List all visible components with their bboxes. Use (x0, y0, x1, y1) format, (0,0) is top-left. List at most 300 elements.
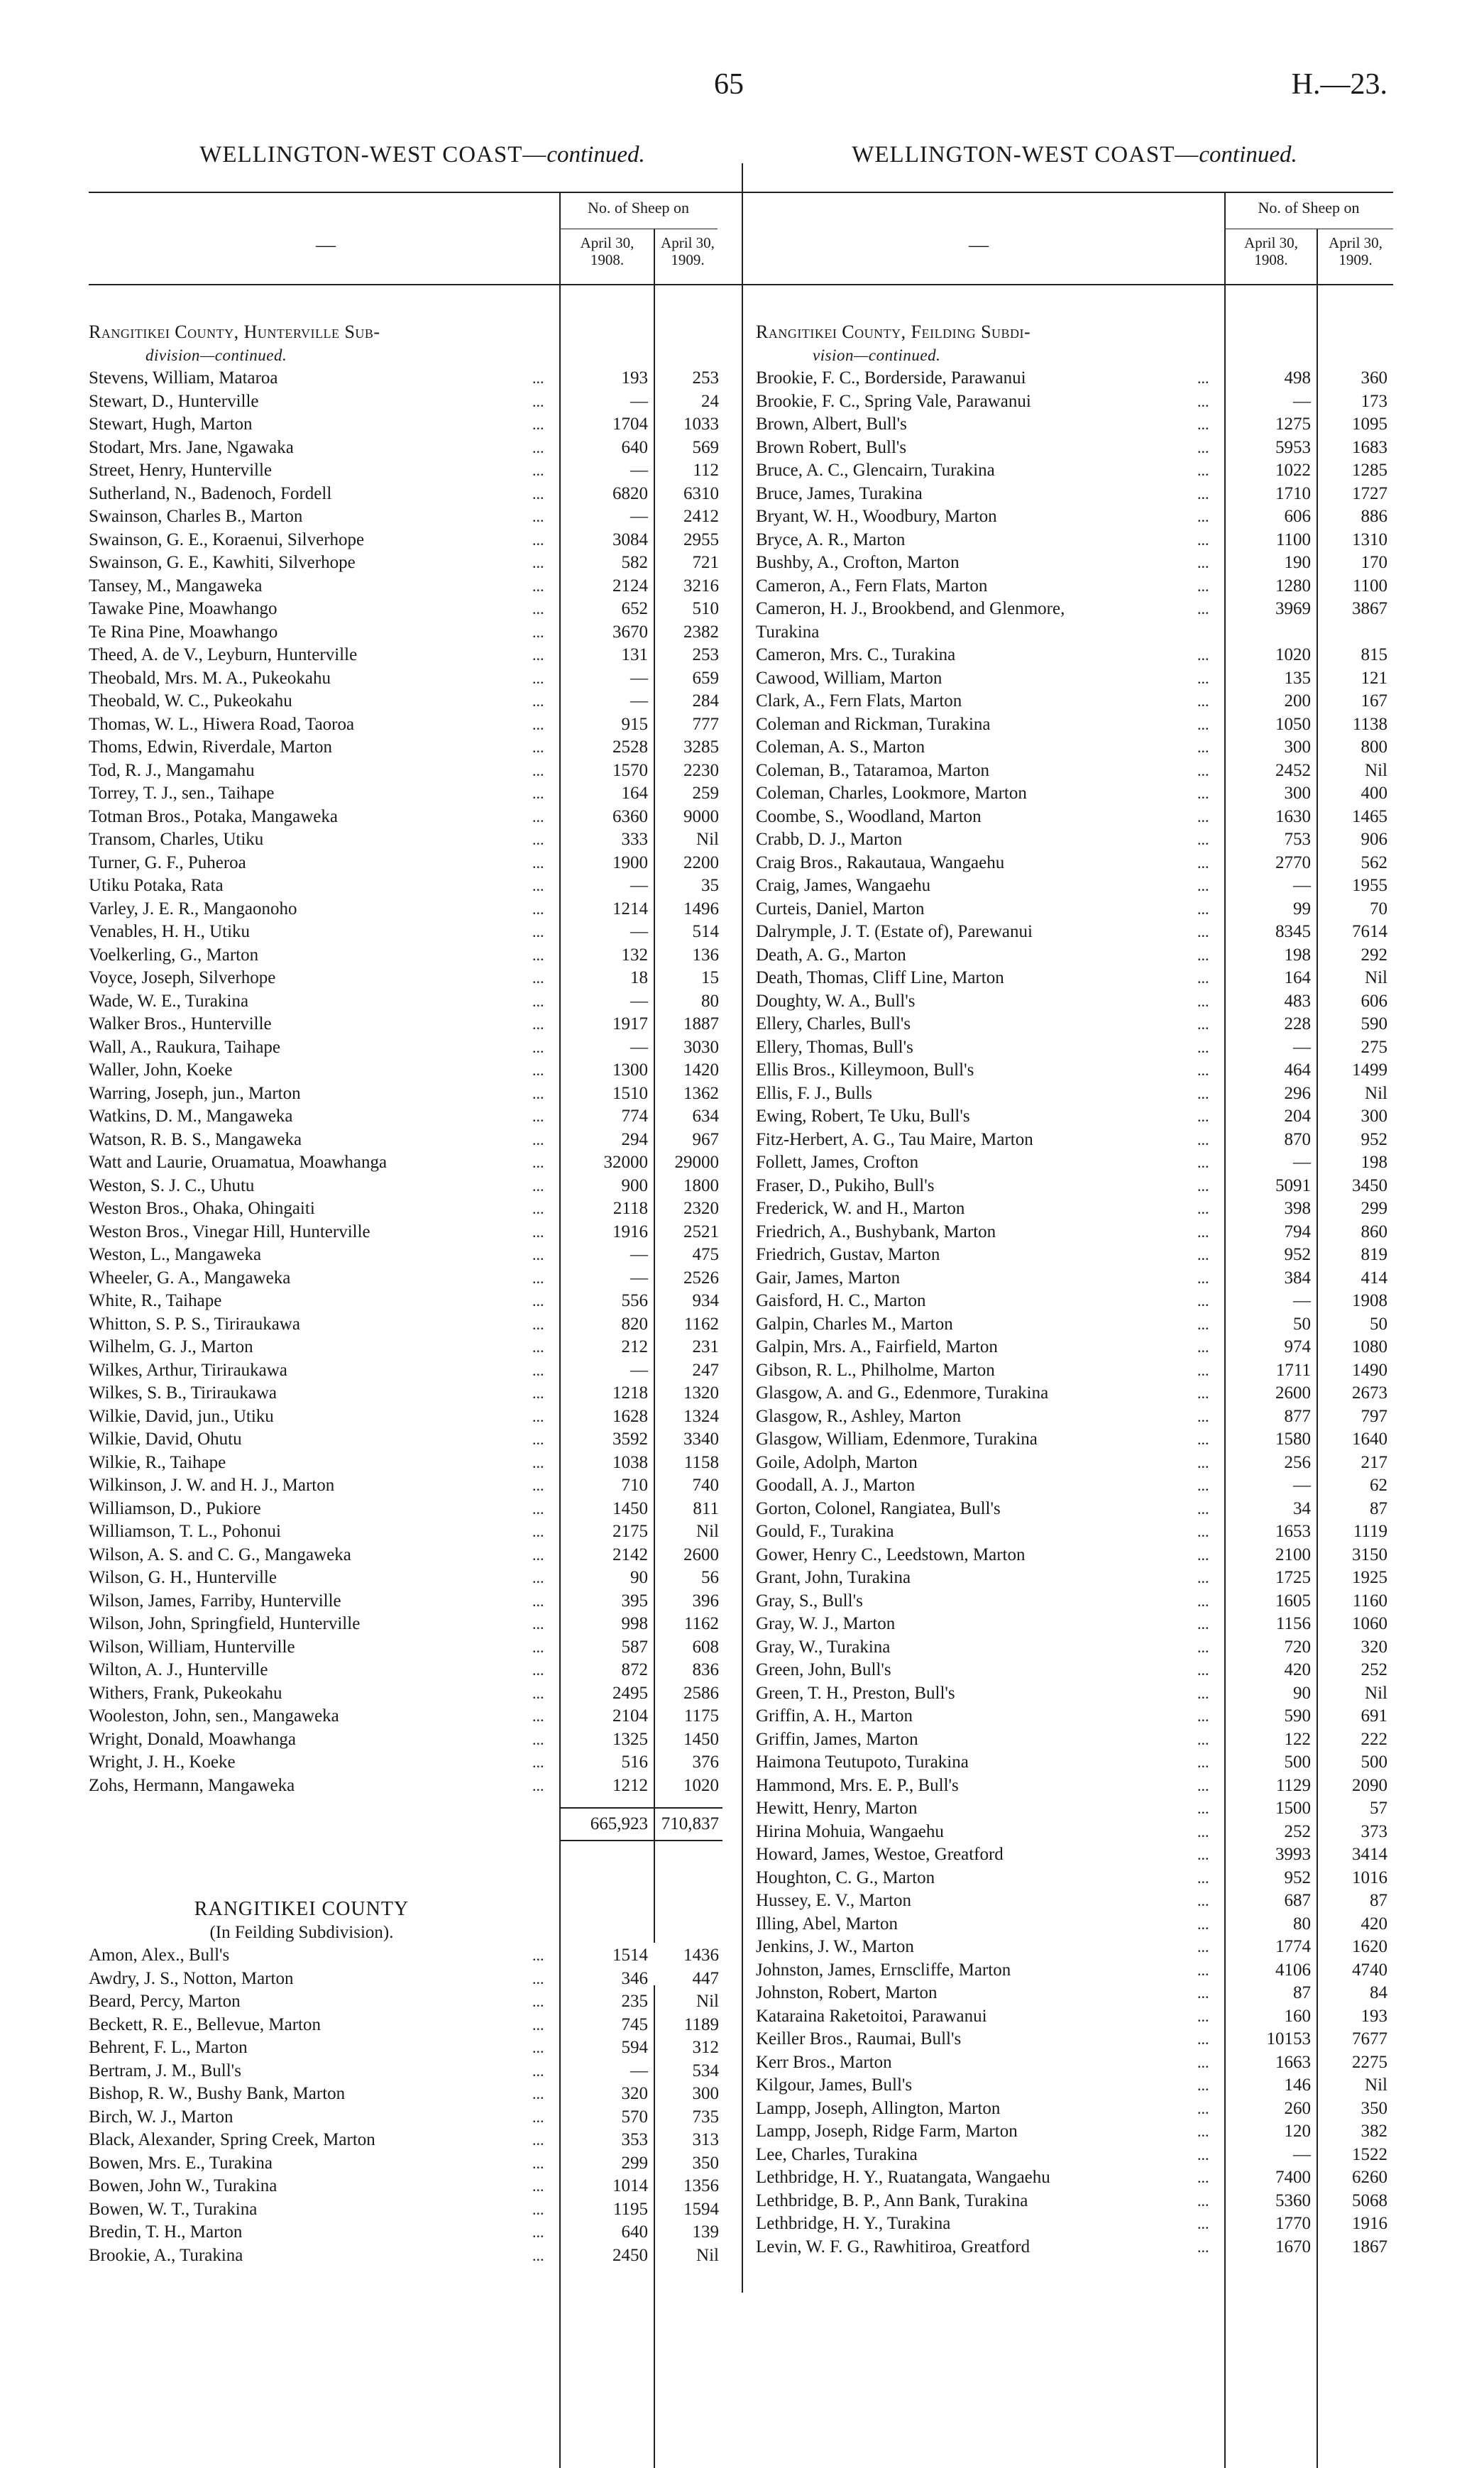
sheep-1909: 1162 (683, 1614, 719, 1633)
leader-dots: ... (1197, 2237, 1209, 2256)
sheep-1908: 90 (1293, 1683, 1311, 1703)
sheep-1908: 794 (1284, 1222, 1311, 1241)
sheep-1909: 3450 (1352, 1175, 1387, 1195)
sheep-1909: 1496 (683, 899, 719, 918)
leader-dots: ... (1197, 669, 1209, 687)
left-column-title: WELLINGTON-WEST COAST—continued. (199, 142, 645, 168)
owner-name: Williamson, T. L., Pohonui (89, 1522, 281, 1541)
leader-dots: ... (1197, 1892, 1209, 1909)
sheep-1909: 1499 (1352, 1060, 1387, 1080)
table-row (756, 1313, 1393, 1337)
sheep-1909: 112 (693, 461, 719, 480)
sheep-1908: 500 (1284, 1753, 1311, 1772)
owner-name: Kilgour, James, Bull's (756, 2075, 913, 2095)
table-row (756, 390, 1393, 414)
owner-name: Lee, Charles, Turakina (756, 2144, 918, 2164)
sheep-1908: 32000 (603, 1153, 648, 1172)
leader-dots: ... (1197, 784, 1209, 802)
sheep-1908: 1580 (1275, 1430, 1311, 1449)
sheep-1908: — (1293, 1153, 1311, 1172)
sheep-1908: 200 (1284, 691, 1311, 711)
leader-dots: ... (532, 1315, 544, 1333)
leader-dots: ... (532, 1992, 544, 2010)
leader-dots: ... (1197, 1914, 1209, 1933)
sheep-1908: 300 (1284, 784, 1311, 803)
sheep-1909: 7614 (1352, 922, 1387, 941)
leader-dots: ... (1197, 1176, 1209, 1195)
leader-dots: ... (532, 1476, 544, 1494)
leader-dots: ... (1197, 1799, 1209, 1817)
leader-dots: ... (532, 1130, 544, 1148)
table-row (756, 782, 1393, 806)
leader-dots: ... (532, 807, 544, 826)
sheep-1909: 173 (1361, 391, 1387, 411)
leader-dots: ... (1197, 1661, 1209, 1679)
sheep-1909: 2230 (683, 760, 719, 780)
leader-dots: ... (1197, 1407, 1209, 1425)
owner-name: Crabb, D. J., Marton (756, 830, 903, 849)
sheep-1909: 447 (692, 1968, 719, 1988)
leader-dots: ... (532, 484, 544, 503)
owner-name: Wall, A., Raukura, Taihape (89, 1037, 281, 1057)
leader-dots: ... (1197, 2053, 1209, 2071)
table-row (756, 1636, 1393, 1660)
sheep-1908: 320 (621, 2084, 648, 2103)
owner-name: Bruce, A. C., Glencairn, Turakina (756, 461, 995, 480)
sheep-1908: 1917 (612, 1014, 648, 1033)
sheep-1908: 146 (1284, 2075, 1311, 2095)
owner-name: Brookie, F. C., Borderside, Parawanui (756, 368, 1026, 388)
sheep-1908: 998 (621, 1614, 648, 1633)
sheep-1908: — (1293, 1476, 1311, 1495)
table-row (756, 1221, 1393, 1244)
sheep-1909: 1867 (1352, 2237, 1387, 2256)
table-row (89, 1659, 756, 1682)
sheep-1909: 253 (692, 645, 719, 664)
sheep-1909: 299 (1361, 1199, 1387, 1218)
owner-name: Bredin, T. H., Marton (89, 2222, 243, 2242)
leader-dots: ... (532, 1292, 544, 1310)
leader-dots: ... (1197, 1545, 1209, 1564)
sheep-1909: 906 (1361, 830, 1387, 849)
owner-name: Wade, W. E., Turakina (89, 991, 249, 1011)
leader-dots: ... (532, 1730, 544, 1748)
sheep-1909: 24 (701, 391, 719, 411)
sheep-1909: 2320 (683, 1199, 719, 1218)
leader-dots: ... (1197, 369, 1209, 387)
leader-dots: ... (532, 923, 544, 940)
sheep-1909: 1138 (1352, 714, 1387, 734)
owner-name: Swainson, Charles B., Marton (89, 507, 303, 526)
table-row (89, 644, 756, 667)
owner-name: Griffin, A. H., Marton (756, 1706, 913, 1726)
sheep-1909: 3216 (683, 576, 719, 596)
sheep-1909: 1060 (1352, 1614, 1387, 1633)
leader-dots: ... (1197, 2215, 1209, 2232)
sheep-1908: 952 (1284, 1868, 1311, 1887)
owner-name: Watt and Laurie, Oruamatua, Moawhanga (89, 1153, 388, 1172)
owner-name: Follett, James, Crofton (756, 1153, 919, 1172)
owner-name: Street, Henry, Hunterville (89, 461, 273, 480)
table-row (89, 1428, 756, 1452)
table-row (89, 2198, 756, 2222)
table-row (756, 1959, 1393, 1982)
owner-name: Johnston, James, Ernscliffe, Marton (756, 1960, 1011, 1980)
sheep-1908: 2600 (1275, 1383, 1311, 1403)
leader-dots: ... (532, 1015, 544, 1033)
table-row (89, 828, 756, 852)
sheep-1909: 819 (1361, 1245, 1387, 1264)
owner-name: Wilson, William, Hunterville (89, 1637, 295, 1657)
sheep-1908: 4106 (1275, 1960, 1311, 1980)
table-row (89, 1129, 756, 1152)
sheep-1909: 3867 (1352, 599, 1387, 618)
table-row (89, 1498, 756, 1521)
leader-dots: ... (532, 1176, 544, 1195)
owner-name: Wilson, James, Farriby, Hunterville (89, 1591, 341, 1611)
sheep-1908: 198 (1284, 945, 1311, 965)
table-row (89, 1082, 756, 1106)
leader-dots: ... (532, 761, 544, 779)
leader-dots: ... (532, 853, 544, 872)
sheep-1908: 1510 (612, 1083, 648, 1103)
sheep-1909: 1916 (1352, 2214, 1387, 2233)
leader-dots: ... (1197, 923, 1209, 940)
leader-dots: ... (1197, 1430, 1209, 1448)
leader-dots: ... (532, 2015, 544, 2034)
sheep-1909: 967 (692, 1129, 719, 1149)
sheep-1908: 652 (621, 599, 648, 618)
sheep-1909: 4740 (1352, 1960, 1387, 1980)
owner-name: Utiku Potaka, Rata (89, 876, 224, 895)
sheep-1908: 1916 (612, 1222, 648, 1241)
owner-name: Coleman, Charles, Lookmore, Marton (756, 784, 1027, 803)
owner-name: Bryant, W. H., Woodbury, Marton (756, 507, 997, 526)
owner-name: Johnston, Robert, Marton (756, 1983, 938, 2002)
sheep-count-header: No. of Sheep on (588, 199, 689, 216)
sheep-1908: 1214 (612, 899, 648, 918)
sheep-1908: 570 (621, 2107, 648, 2127)
leader-dots: ... (1197, 2122, 1209, 2140)
table-row (756, 2028, 1393, 2051)
owner-name: Whitton, S. P. S., Tiriraukawa (89, 1314, 300, 1334)
sheep-1909: Nil (696, 830, 719, 849)
leader-dots: ... (532, 1638, 544, 1656)
leader-dots: ... (532, 2200, 544, 2218)
sheep-1909: 6260 (1352, 2168, 1387, 2187)
leader-dots: ... (532, 1222, 544, 1241)
table-row (756, 1197, 1393, 1221)
owner-name: Williamson, D., Pukiore (89, 1498, 261, 1518)
sheep-1909: 2200 (683, 852, 719, 872)
sheep-1908: 160 (1284, 2006, 1311, 2026)
leader-dots: ... (1197, 2007, 1209, 2025)
sheep-1909: 247 (692, 1360, 719, 1380)
owner-name: Thoms, Edwin, Riverdale, Marton (89, 737, 332, 757)
table-row (756, 1151, 1393, 1175)
table-row (89, 1567, 756, 1590)
owner-name: Coleman and Rickman, Turakina (756, 714, 991, 734)
table-row (89, 575, 756, 598)
header-dash: — (969, 234, 989, 256)
sheep-1908: 296 (1284, 1083, 1311, 1103)
sheep-1908: 464 (1284, 1060, 1311, 1080)
sheep-1909: 721 (692, 553, 719, 572)
owner-name: Weston, L., Mangaweka (89, 1245, 262, 1264)
leader-dots: ... (1197, 1476, 1209, 1494)
owner-name: Jenkins, J. W., Marton (756, 1937, 914, 1956)
sheep-1908: 1275 (1275, 415, 1311, 434)
sheep-1908: 2104 (612, 1706, 648, 1726)
owner-name: Voyce, Joseph, Silverhope (89, 968, 276, 987)
leader-dots: ... (1197, 1822, 1209, 1841)
sheep-1908: 1704 (612, 415, 648, 434)
leader-dots: ... (532, 992, 544, 1010)
owner-name: Friedrich, Gustav, Marton (756, 1245, 940, 1264)
owner-name: Torrey, T. J., sen., Taihape (89, 784, 275, 803)
owner-name: Stewart, Hugh, Marton (89, 415, 253, 434)
owner-name: Coleman, A. S., Marton (756, 737, 925, 757)
table-row (89, 1036, 756, 1060)
leader-dots: ... (532, 877, 544, 894)
table-row (89, 1751, 756, 1775)
owner-name: Hammond, Mrs. E. P., Bull's (756, 1775, 959, 1795)
owner-name: Warring, Joseph, jun., Marton (89, 1083, 301, 1103)
sheep-1909: 1033 (683, 415, 719, 434)
leader-dots: ... (1197, 761, 1209, 779)
leader-dots: ... (1197, 415, 1209, 433)
table-row (89, 2106, 756, 2129)
owner-name: Bowen, W. T., Turakina (89, 2199, 258, 2219)
leader-dots: ... (1197, 1615, 1209, 1633)
leader-dots: ... (532, 1061, 544, 1079)
leader-dots: ... (532, 1591, 544, 1610)
owner-name: Beard, Percy, Marton (89, 1992, 241, 2011)
leader-dots: ... (532, 2039, 544, 2056)
sheep-1908: 212 (621, 1337, 648, 1356)
sheep-1909: 534 (692, 2061, 719, 2080)
table-row (89, 1405, 756, 1429)
sheep-1908: 398 (1284, 1199, 1311, 1218)
date-header-1908: April 30, 1908. (580, 234, 634, 268)
table-row (89, 2152, 756, 2176)
owner-name: Voelkerling, G., Marton (89, 945, 259, 965)
left-column (89, 142, 756, 2267)
owner-name: Ellis, F. J., Bulls (756, 1083, 873, 1103)
leader-dots: ... (1197, 2145, 1209, 2163)
sheep-1909: 1189 (683, 2014, 719, 2034)
leader-dots: ... (1197, 2030, 1209, 2048)
leader-dots: ... (532, 738, 544, 756)
table-row (756, 552, 1393, 575)
sheep-1908: 1710 (1275, 483, 1311, 503)
sheep-1908: 1212 (612, 1775, 648, 1795)
sheep-1909: 382 (1361, 2122, 1387, 2141)
owner-name: Lethbridge, H. Y., Turakina (756, 2214, 951, 2233)
owner-name: Ewing, Robert, Te Uku, Bull's (756, 1107, 970, 1126)
sheep-1908: 640 (621, 437, 648, 457)
table-row (756, 990, 1393, 1014)
table-row (89, 505, 756, 529)
owner-name: Death, Thomas, Cliff Line, Marton (756, 968, 1004, 987)
leader-dots: ... (532, 1361, 544, 1379)
sheep-1908: 1663 (1275, 2052, 1311, 2072)
sheep-1908: 294 (621, 1129, 648, 1149)
table-row (89, 967, 756, 990)
owner-name: Houghton, C. G., Marton (756, 1868, 935, 1887)
owner-name: Wilkie, R., Taihape (89, 1452, 226, 1472)
owner-name: Lampp, Joseph, Ridge Farm, Marton (756, 2122, 1018, 2141)
leader-dots: ... (532, 1499, 544, 1518)
owner-name: Bowen, John W., Turakina (89, 2176, 277, 2195)
table-row (756, 505, 1393, 529)
sheep-1908: 2770 (1275, 852, 1311, 872)
sheep-1909: 29000 (674, 1153, 719, 1172)
table-row (756, 1843, 1393, 1867)
sheep-1909: 562 (1361, 852, 1387, 872)
sheep-1908: — (630, 1268, 648, 1288)
table-row (756, 1728, 1393, 1752)
owner-name: Watson, R. B. S., Mangaweka (89, 1129, 302, 1149)
leader-dots: ... (532, 1200, 544, 1217)
sheep-1909: 2090 (1352, 1775, 1387, 1795)
leader-dots: ... (1197, 1591, 1209, 1610)
sheep-1909: 1620 (1352, 1937, 1387, 1956)
table-row (756, 1498, 1393, 1521)
owner-name: Illing, Abel, Marton (756, 1914, 898, 1934)
sheep-1908: 6360 (612, 806, 648, 826)
sheep-1909: 84 (1370, 1983, 1387, 2002)
leader-dots: ... (532, 508, 544, 525)
sheep-1908: 2495 (612, 1683, 648, 1703)
table-row (89, 852, 756, 875)
owner-name: Griffin, James, Marton (756, 1729, 918, 1749)
leader-dots: ... (532, 438, 544, 456)
sheep-1909: 3150 (1352, 1545, 1387, 1564)
owner-name: Glasgow, A. and G., Edenmore, Turakina (756, 1383, 1049, 1403)
sheep-1909: 6310 (683, 483, 719, 503)
table-row (756, 2236, 1393, 2259)
owner-name: Bushby, A., Crofton, Marton (756, 553, 960, 572)
sheep-1909: 2586 (683, 1683, 719, 1703)
sheep-1909: 222 (1361, 1729, 1387, 1749)
owner-name: Beckett, R. E., Bellevue, Marton (89, 2014, 321, 2034)
owner-name: Wilkinson, J. W. and H. J., Marton (89, 1476, 335, 1495)
table-row (756, 713, 1393, 737)
owner-name: Withers, Frank, Pukeokahu (89, 1683, 282, 1703)
sheep-1908: — (1293, 391, 1311, 411)
table-row (89, 2244, 756, 2268)
table-row (89, 2175, 756, 2198)
table-row (89, 1968, 756, 1991)
sheep-1908: 1670 (1275, 2237, 1311, 2256)
sheep-1909: 1490 (1352, 1360, 1387, 1380)
sheep-1909: 1436 (683, 1946, 719, 1965)
leader-dots: ... (532, 2246, 544, 2264)
sheep-1909: 292 (1361, 945, 1387, 965)
right-column (756, 142, 1393, 2259)
owner-name: Fraser, D., Pukiho, Bull's (756, 1175, 935, 1195)
table-row (89, 390, 756, 414)
owner-name: Bryce, A. R., Marton (756, 530, 906, 549)
owner-name: Swainson, G. E., Kawhiti, Silverhope (89, 553, 356, 572)
sheep-1909: 253 (692, 368, 719, 388)
owner-name: Lampp, Joseph, Allington, Marton (756, 2098, 1001, 2118)
sheep-1909: 1362 (683, 1083, 719, 1103)
sheep-1909: 2673 (1352, 1383, 1387, 1403)
sheep-1908: 2528 (612, 737, 648, 757)
table-row (756, 1613, 1393, 1636)
leader-dots: ... (532, 1107, 544, 1125)
sheep-1908: 3969 (1275, 599, 1311, 618)
sheep-1908: 190 (1284, 553, 1311, 572)
owner-name: Gray, S., Bull's (756, 1591, 863, 1611)
sheep-1909: 2382 (683, 622, 719, 642)
right-table-header (756, 192, 1393, 285)
sheep-1909: 284 (692, 691, 719, 711)
sheep-1908: 1774 (1275, 1937, 1311, 1956)
owner-name: Gorton, Colonel, Rangiatea, Bull's (756, 1498, 1001, 1518)
sheep-1909: 373 (1361, 1821, 1387, 1841)
table-row (756, 2074, 1393, 2097)
sheep-1909: 80 (701, 991, 719, 1011)
table-row (756, 2190, 1393, 2213)
sheep-1909: Nil (1365, 1083, 1387, 1103)
sheep-1909: 606 (1361, 991, 1387, 1011)
owner-name: Weston Bros., Vinegar Hill, Hunterville (89, 1222, 370, 1241)
table-row (89, 1151, 756, 1175)
sheep-1908: 774 (621, 1107, 648, 1126)
sheep-1909: 3285 (683, 737, 719, 757)
leader-dots: ... (1197, 1499, 1209, 1518)
leader-dots: ... (532, 2154, 544, 2172)
table-row (89, 1544, 756, 1567)
leader-dots: ... (1197, 1569, 1209, 1586)
sheep-1909: 2412 (683, 507, 719, 526)
table-row (89, 1013, 756, 1036)
sheep-1908: 1156 (1275, 1614, 1311, 1633)
sheep-1908: 10153 (1266, 2029, 1311, 2049)
sheep-1908: 131 (621, 645, 648, 664)
table-row (756, 1105, 1393, 1129)
leader-dots: ... (1197, 992, 1209, 1010)
leader-dots: ... (1197, 807, 1209, 826)
leader-dots: ... (1197, 1200, 1209, 1217)
table-row (89, 1290, 756, 1313)
table-row (89, 1105, 756, 1129)
leader-dots: ... (532, 576, 544, 595)
leader-dots: ... (532, 1946, 544, 1964)
leader-dots: ... (1197, 1061, 1209, 1079)
table-row (756, 967, 1393, 990)
sheep-1908: 1218 (612, 1383, 648, 1403)
sheep-count-header: No. of Sheep on (1258, 199, 1360, 216)
leader-dots: ... (532, 669, 544, 687)
leader-dots: ... (532, 2085, 544, 2102)
leader-dots: ... (532, 646, 544, 664)
sheep-1909: Nil (1365, 1683, 1387, 1703)
sheep-1909: 1594 (683, 2199, 719, 2219)
owner-name: Goile, Adolph, Marton (756, 1452, 918, 1472)
owner-name: Dalrymple, J. T. (Estate of), Parewanui (756, 922, 1033, 941)
sheep-1908: 5360 (1275, 2190, 1311, 2210)
sheep-1909: 313 (692, 2130, 719, 2149)
leader-dots: ... (1197, 1776, 1209, 1794)
owner-name: Brookie, A., Turakina (89, 2245, 243, 2265)
table-row (756, 736, 1393, 759)
leader-dots: ... (532, 1753, 544, 1771)
table-row (756, 2097, 1393, 2121)
